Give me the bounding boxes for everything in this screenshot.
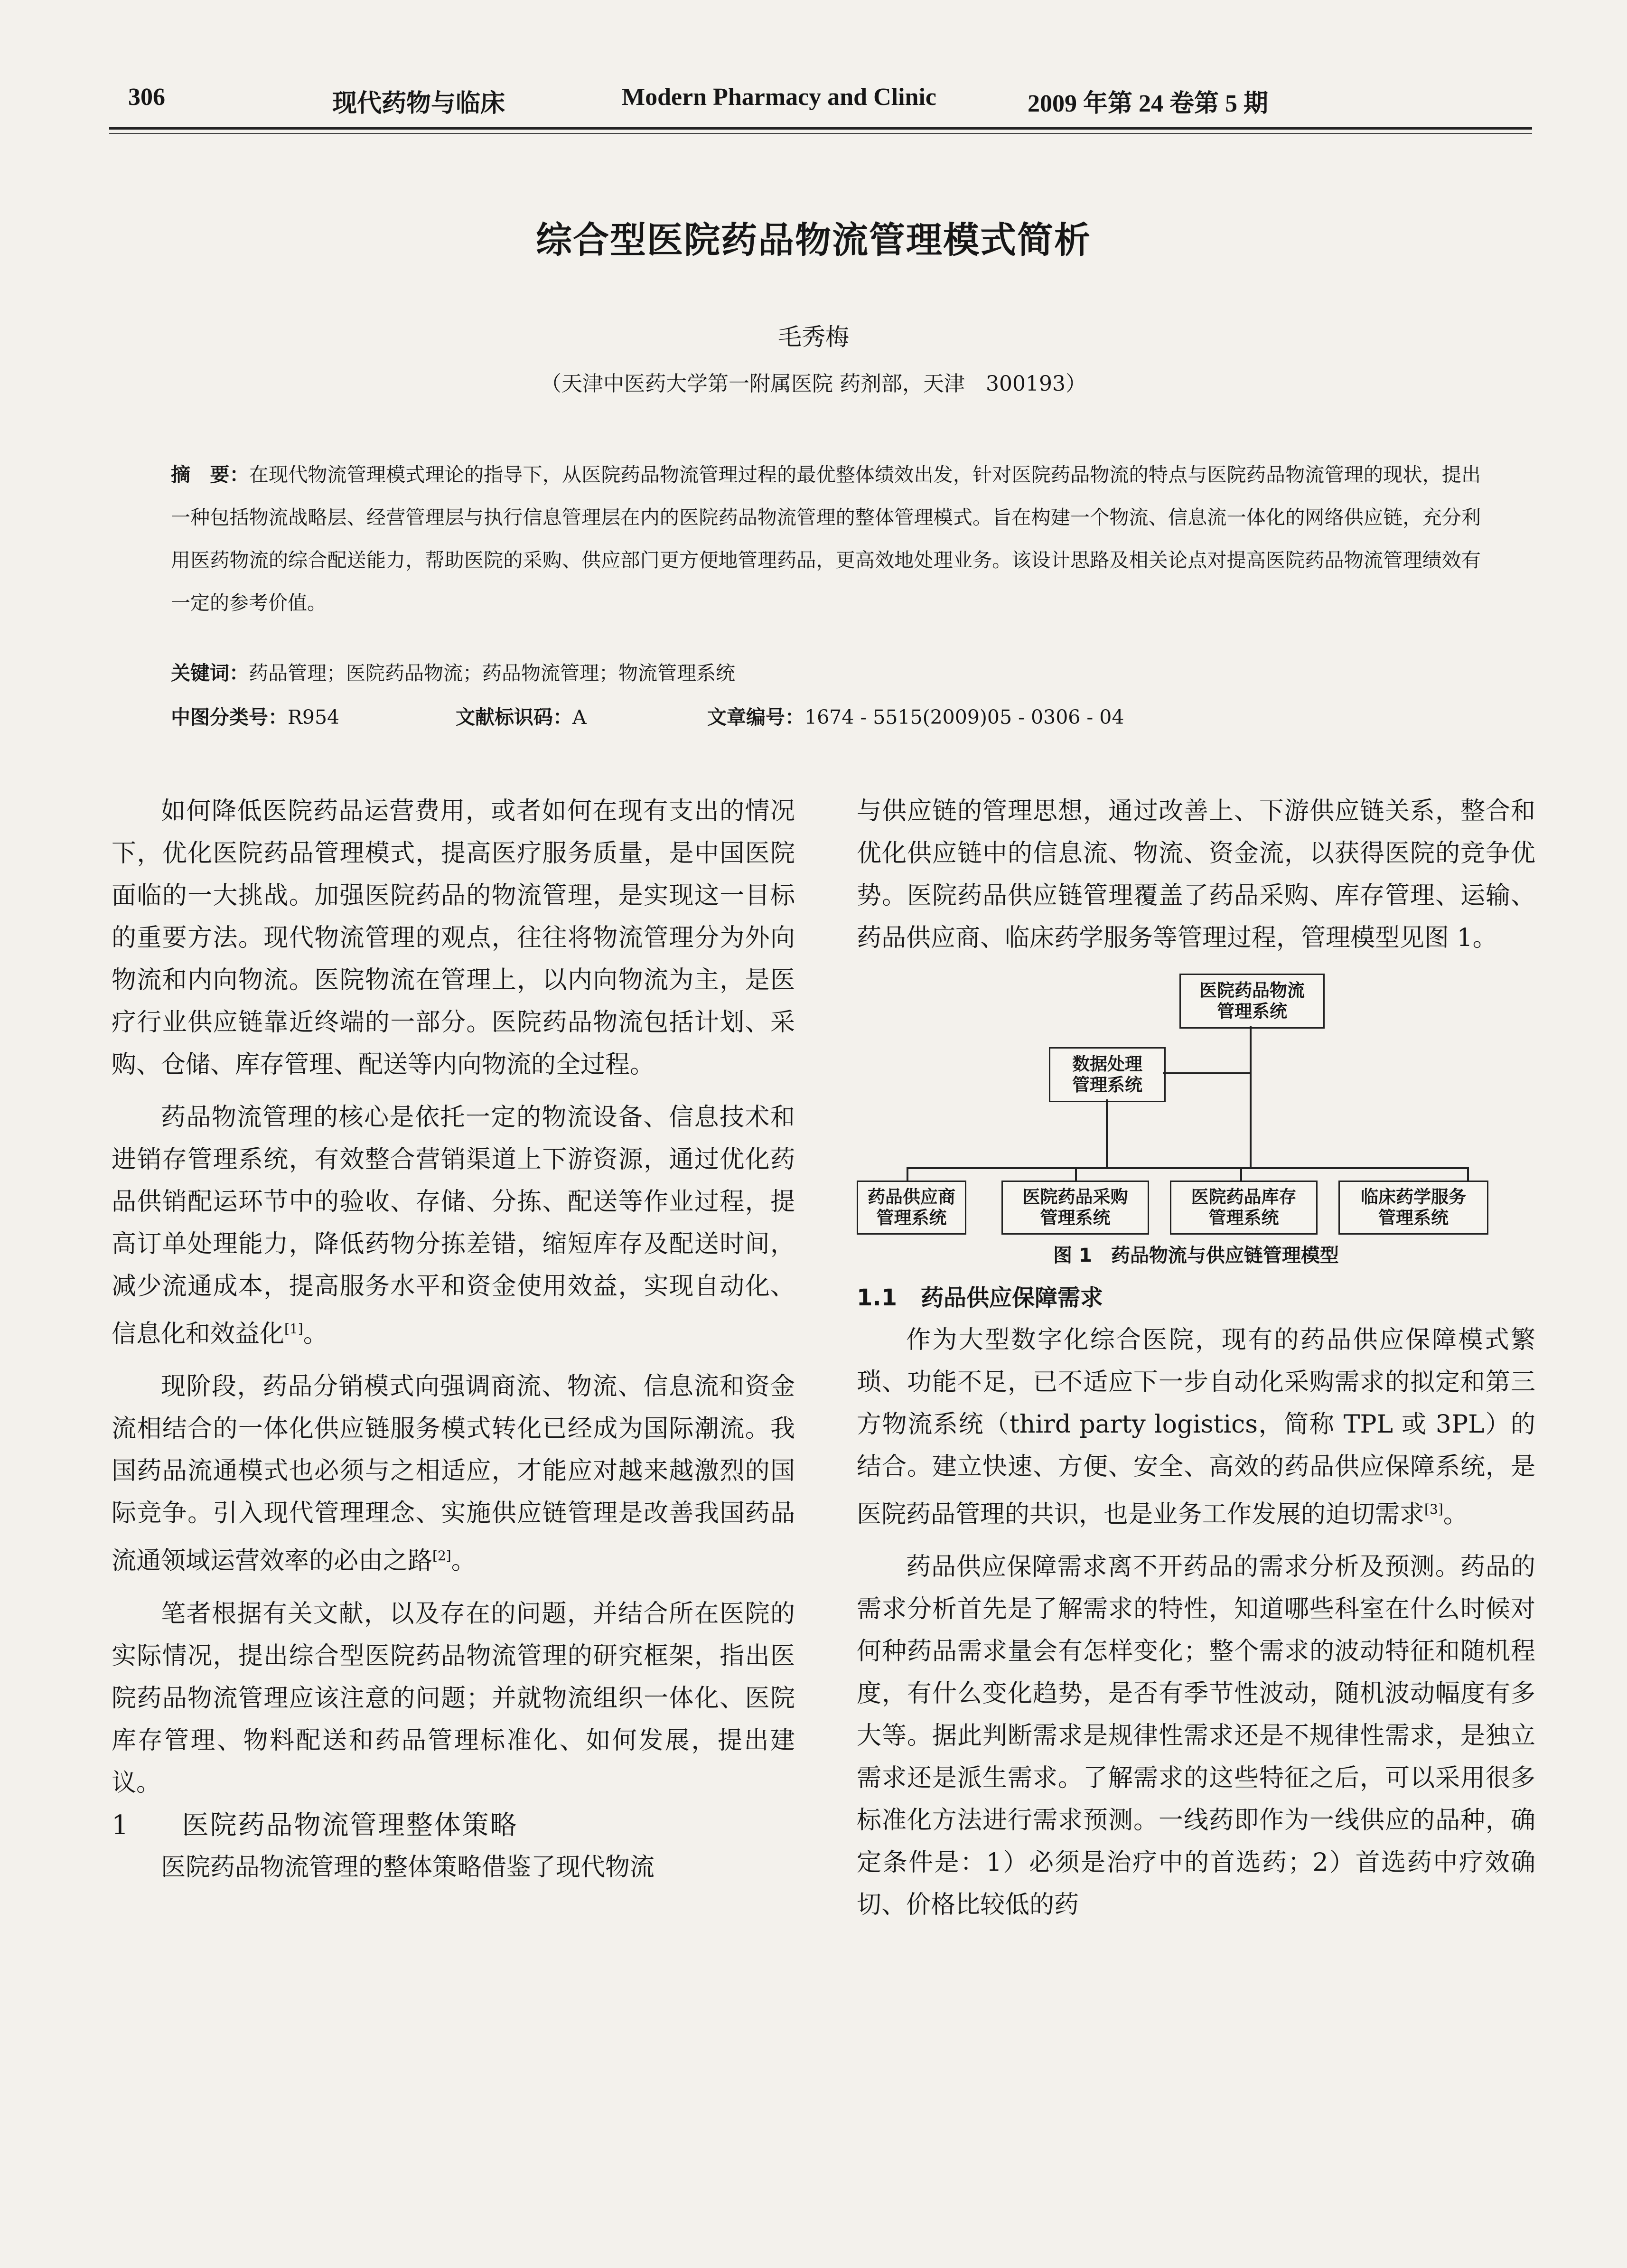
journal-title-cn: 现代药物与临床	[332, 89, 505, 118]
article-title: 综合型医院药品物流管理模式简析	[536, 219, 1091, 261]
clc-value: R954	[288, 706, 340, 729]
doc-code-value: A	[572, 706, 587, 729]
connector-line	[907, 1167, 1469, 1169]
citation: [1]	[284, 1321, 303, 1337]
box-procurement-system: 医院药品采购 管理系统	[1001, 1181, 1149, 1235]
body-column-right	[857, 790, 1535, 1926]
paragraph: 医院药品物流管理的整体策略借鉴了现代物流	[161, 1853, 655, 1882]
figure-caption: 图 1 药品物流与供应链管理模型	[1053, 1245, 1339, 1266]
paragraph: 药品物流管理的核心是依托一定的物流设备、信息技术和进销存管理系统，有效整合营销渠道上下游资源，通过优化药品供销配运环节中的验收、存储、分拣、配送等作业过程，提高订单处理能力，降低药物分拣差错，缩短库存及配送时间，减少流通成本，提高服务水平和资金使用效益，实现自动化、信息化和效益化[1]。	[112, 1103, 795, 1349]
paragraph: 与供应链的管理思想，通过改善上、下游供应链关系，整合和优化供应链中的信息流、物流、资金流，以获得医院的竞争优势。医院药品供应链管理覆盖了药品采购、库存管理、运输、药品供应商、临床药学服务等管理过程，管理模型见图 1。	[857, 797, 1535, 952]
box-clinical-pharmacy-system: 临床药学服务 管理系统	[1338, 1181, 1488, 1235]
connector-line	[1250, 1026, 1252, 1168]
affiliation: （天津中医药大学第一附属医院 药剂部，天津 300193）	[541, 372, 1086, 396]
paragraph: 如何降低医院药品运营费用，或者如何在现有支出的情况下，优化医院药品管理模式，提高医疗服务质量，是中国医院面临的一大挑战。加强医院药品的物流管理，是实现这一目标的重要方法。现代物流管理的观点，往往将物流管理分为外向物流和内向物流。医院物流在管理上，以内向物流为主，是医疗行业供应链靠近终端的一部分。医院药品物流包括计划、采购、仓储、库存管理、配送等内向物流的全过程。	[112, 797, 795, 1079]
connector-line	[1467, 1167, 1469, 1181]
box-hospital-logistics-system: 医院药品物流 管理系统	[1179, 974, 1325, 1029]
section-heading: 1 医院药品物流管理整体策略	[112, 1809, 518, 1841]
paragraph: 现阶段，药品分销模式向强调商流、物流、信息流和资金流相结合的一体化供应链服务模式转化已经成为国际潮流。我国药品流通模式也必须与之相适应，才能应对越来越激烈的国际竞争。引入现代管理理念、实施供应链管理是改善我国药品流通领域运营效率的必由之路[2]。	[112, 1372, 795, 1575]
abstract-label: 摘 要：	[171, 463, 249, 486]
paragraph: 药品供应保障需求离不开药品的需求分析及预测。药品的需求分析首先是了解需求的特性，知道哪些科室在什么时候对何种药品需求量会有怎样变化；整个需求的波动特征和随机程度，有什么变化趋势，是否有季节性波动，随机波动幅度有多大等。据此判断需求是规律性需求还是不规律性需求，是独立需求还是派生需求。了解需求的这些特征之后，可以采用很多标准化方法进行需求预测。一线药即作为一线供应的品种，确定条件是：1）必须是治疗中的首选药；2）首选药中疗效确切、价格比较低的药	[857, 1553, 1535, 1920]
article-number	[707, 702, 1124, 730]
page-number: 306	[128, 84, 165, 111]
subsection-heading: 1.1 药品供应保障需求	[857, 1284, 1103, 1311]
abstract-text: 在现代物流管理模式理论的指导下，从医院药品物流管理过程的最优整体绩效出发，针对医院药品物流的特点与医院药品物流管理的现状，提出一种包括物流战略层、经营管理层与执行信息管理层在内的医院药品物流管理的整体管理模式。旨在构建一个物流、信息流一体化的网络供应链，充分利用医药物流的综合配送能力，帮助医院的采购、供应部门更方便地管理药品，更高效地处理业务。该设计思路及相关论点对提高医院药品物流管理绩效有一定的参考价值。	[171, 463, 1481, 614]
connector-line	[1075, 1167, 1077, 1181]
citation: [3]	[1424, 1501, 1443, 1517]
header-rule-thick	[109, 127, 1532, 130]
body-column-left	[112, 790, 795, 1889]
running-header	[109, 83, 1532, 116]
clc-number	[171, 702, 339, 730]
article-no-value: 1674 - 5515(2009)05 - 0306 - 04	[804, 706, 1124, 729]
figure-1-diagram	[857, 969, 1535, 1235]
article-no-label: 文章编号：	[707, 706, 804, 729]
keywords-text: 药品管理；医院药品物流；药品物流管理；物流管理系统	[249, 662, 735, 684]
document-code	[456, 702, 587, 730]
doc-code-label: 文献标识码：	[456, 706, 572, 729]
paragraph: 作为大型数字化综合医院，现有的药品供应保障模式繁琐、功能不足，已不适应下一步自动化采购需求的拟定和第三方物流系统（third party logistics，简称 TPL 或 3PL）的结合。建立快速、方便、安全、高效的药品供应保障系统，是医院药品管理的共识，也是业务工作发展的迫切需求[3]。	[857, 1326, 1535, 1529]
keywords-label: 关键词：	[171, 662, 249, 684]
abstract	[171, 453, 1481, 624]
connector-line	[1240, 1167, 1242, 1181]
journal-title-en: Modern Pharmacy and Clinic	[622, 84, 936, 111]
box-data-processing-system: 数据处理 管理系统	[1049, 1047, 1166, 1102]
author: 毛秀梅	[778, 323, 849, 351]
header-rule-thin	[109, 133, 1532, 134]
clc-label: 中图分类号：	[171, 706, 288, 729]
box-supplier-system: 药品供应商 管理系统	[857, 1181, 966, 1235]
connector-line	[907, 1167, 908, 1181]
paragraph: 笔者根据有关文献，以及存在的问题，并结合所在医院的实际情况，提出综合型医院药品物流管理的研究框架，指出医院药品物流管理应该注意的问题；并就物流组织一体化、医院库存管理、物料配送和药品管理标准化、如何发展，提出建议。	[112, 1599, 795, 1797]
citation: [2]	[432, 1548, 451, 1564]
box-inventory-system: 医院药品库存 管理系统	[1170, 1181, 1318, 1235]
keywords	[171, 657, 735, 685]
connector-line	[1106, 1099, 1108, 1168]
connector-line	[1163, 1072, 1251, 1074]
issue-info: 2009 年第 24 卷第 5 期	[1028, 90, 1269, 117]
